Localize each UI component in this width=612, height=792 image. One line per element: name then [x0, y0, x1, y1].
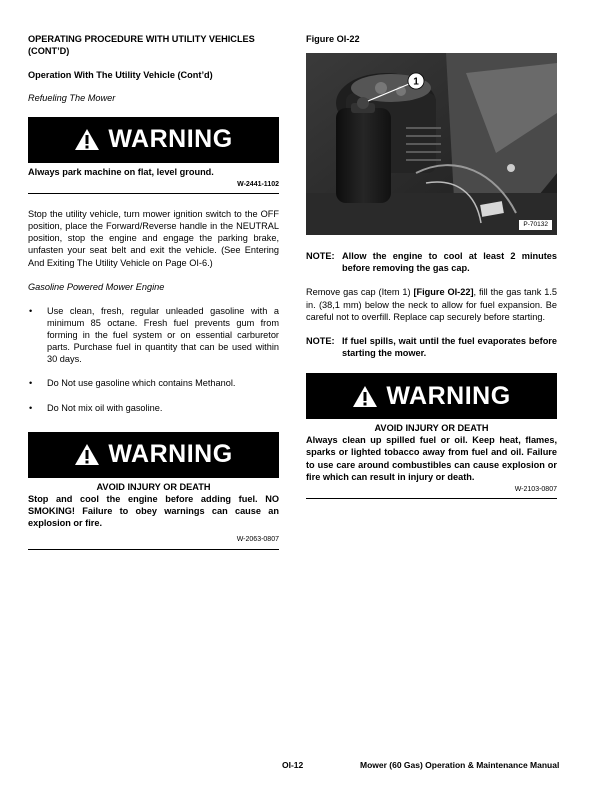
warning-triangle-icon [74, 128, 100, 151]
note-text: If fuel spills, wait until the fuel evaporates before starting the mower. [342, 335, 557, 358]
paragraph-text: , fill the gas tank 1.5 in. (38,1 mm) below the neck to allow for fuel expansion. Be careful not to overfill. Replace cap securely before starting. [306, 287, 557, 322]
stop-vehicle-paragraph: Stop the utility vehicle, turn mower ignition switch to the OFF position, place the Forward/Reverse handle in the NEUTRAL position, stop the engine and engage the parking brake, unfasten your seat belt and exit the vehicle. (See Entering And Exiting The Utility Vehicle on Page OI-6.) [28, 208, 279, 268]
warning-banner [28, 432, 279, 478]
warning-title: AVOID INJURY OR DEATH [374, 423, 489, 434]
warning-triangle-icon [74, 443, 100, 466]
note-label: NOTE: [306, 335, 335, 346]
warning-label: WARNING [108, 125, 233, 154]
note-text: Allow the engine to cool at least 2 minutes before removing the gas cap. [342, 251, 557, 274]
photo-code: P-70132 [519, 220, 552, 231]
warning-label: WARNING [386, 381, 511, 410]
subsection-heading: Operation With The Utility Vehicle (Cont’d) [28, 70, 213, 81]
warning-code: W-2441-1102 [237, 180, 279, 188]
warning-box-smoking [28, 432, 279, 550]
refueling-heading: Refueling The Mower [28, 93, 116, 104]
warning-banner [306, 373, 557, 419]
page-number: OI-12 [282, 760, 304, 770]
warning-title: AVOID INJURY OR DEATH [96, 481, 211, 492]
warning-triangle-icon [352, 385, 378, 408]
warning-text: Always clean up spilled fuel or oil. Keep heat, flames, sparks or lighted tobacco away from fuel and oil. Failure to use care around combustibles can cause explosion or fire which can result in injury or death. [306, 435, 557, 482]
figure-reference: [Figure OI-22] [413, 287, 474, 298]
warning-text: Always park machine on flat, level ground. [28, 166, 214, 177]
callout-number: 1 [413, 76, 419, 88]
warning-text: Stop and cool the engine before adding fuel. NO SMOKING! Failure to obey warnings can cause an explosion or fire. [28, 493, 279, 529]
note-cool-engine [306, 250, 557, 274]
warning-box-spill [306, 373, 557, 499]
figure-photo [306, 53, 557, 235]
warning-code: W-2063-0807 [236, 536, 279, 544]
list-item: • Use clean, fresh, regular unleaded gasoline with a minimum 85 octane. Fresh fuel prevents gum from forming in the fuel system or on essential carburetor parts. Purchase fuel in quantity that can be used within 30 days. [28, 305, 279, 366]
note-fuel-spill [306, 335, 557, 359]
section-heading: OPERATING PROCEDURE WITH UTILITY VEHICLES (CONT’D) [28, 34, 255, 57]
left-column [28, 33, 279, 550]
list-item: • Do Not use gasoline which contains Methanol. [28, 377, 279, 389]
warning-banner [28, 117, 279, 163]
manual-title: Mower (60 Gas) Operation & Maintenance Manual [360, 760, 560, 770]
mower-engine-photo [306, 53, 557, 235]
remove-cap-paragraph [306, 286, 557, 322]
warning-box-park [28, 117, 279, 194]
gasoline-heading: Gasoline Powered Mower Engine [28, 281, 165, 292]
list-item: • Do Not mix oil with gasoline. [28, 402, 279, 414]
warning-code: W-2103-0807 [514, 485, 557, 493]
right-column [306, 33, 557, 499]
warning-label: WARNING [108, 440, 233, 469]
paragraph-text: Remove gas cap (Item 1) [306, 287, 414, 298]
note-label: NOTE: [306, 251, 335, 262]
fuel-bullet-list [28, 305, 279, 414]
figure-label: Figure OI-22 [306, 34, 360, 44]
